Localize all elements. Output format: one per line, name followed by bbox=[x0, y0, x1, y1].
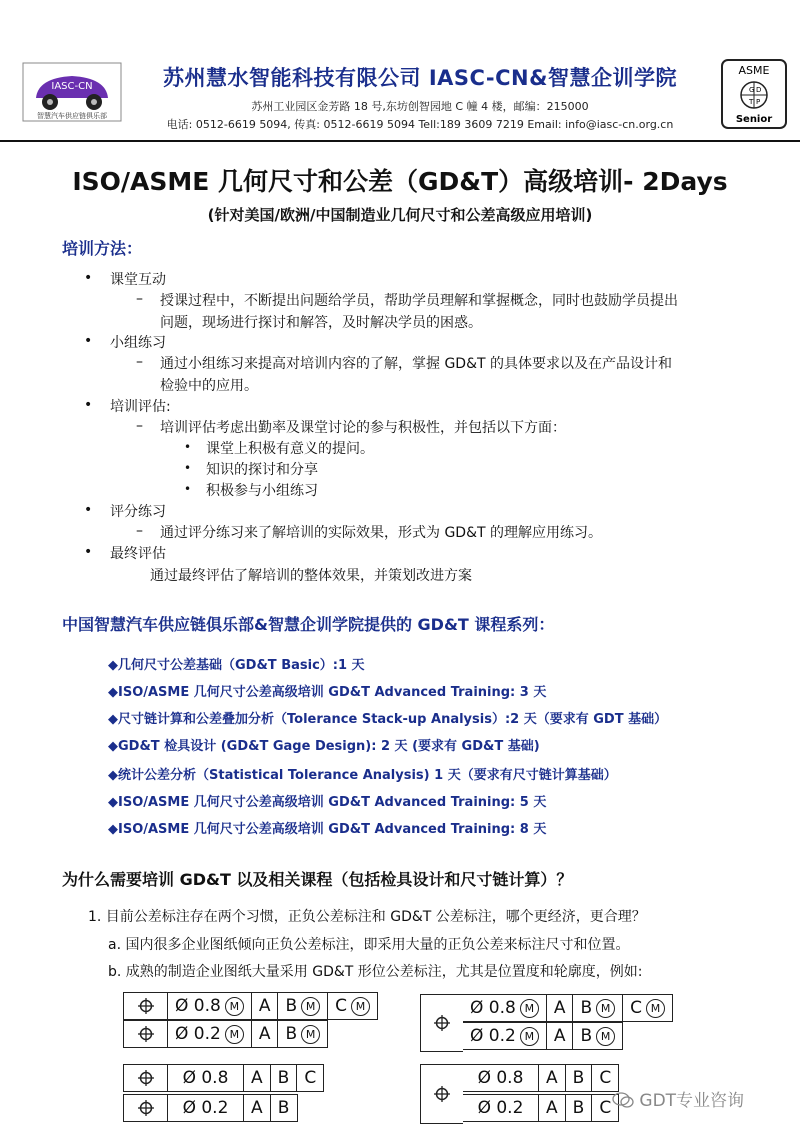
asme-text: ASME bbox=[738, 64, 770, 77]
senior-text: Senior bbox=[735, 114, 773, 125]
fcf-c-row-0 bbox=[123, 1064, 324, 1092]
fcf-datum-cell bbox=[297, 1065, 323, 1091]
position-icon bbox=[137, 1099, 155, 1117]
tolerance-value: Ø 0.2 bbox=[470, 1026, 516, 1046]
bullet: • bbox=[84, 397, 93, 413]
course-item: ◆ISO/ASME 几何尺寸公差高级培训 GD&T Advanced Training: 5 天 bbox=[108, 795, 547, 810]
position-icon bbox=[137, 1025, 155, 1043]
fcf-datum-cell bbox=[271, 1095, 297, 1121]
fcf-d-row-0 bbox=[462, 1064, 619, 1092]
position-icon bbox=[433, 1085, 451, 1103]
sub-bullet: • bbox=[184, 461, 192, 475]
iasc-logo bbox=[22, 62, 122, 122]
dash: – bbox=[136, 523, 143, 539]
datum-label: A bbox=[546, 1098, 558, 1118]
sub-item: 积极参与小组练习 bbox=[206, 483, 318, 499]
datum-label: A bbox=[553, 998, 566, 1018]
svg-text:D: D bbox=[756, 86, 762, 94]
company-address: 苏州工业园区金芳路 18 号,东坊创智园地 C 幢 4 楼，邮编：215000 bbox=[251, 100, 589, 113]
wechat-icon bbox=[612, 1091, 634, 1109]
method-desc: 培训评估考虑出勤率及课堂讨论的参与积极性，并包括以下方面： bbox=[160, 420, 566, 436]
mmc-modifier-icon: M bbox=[351, 997, 370, 1016]
fcf-tolerance-cell bbox=[463, 1023, 547, 1049]
tolerance-value: Ø 0.2 bbox=[175, 1024, 221, 1044]
datum-label: C bbox=[630, 998, 643, 1018]
svg-text:G: G bbox=[749, 86, 755, 94]
sub-bullet: • bbox=[184, 440, 192, 454]
fcf-datum-cell bbox=[539, 1065, 566, 1091]
datum-label: B bbox=[580, 1026, 593, 1046]
dash: – bbox=[136, 291, 143, 307]
sub-bullet: • bbox=[184, 482, 192, 496]
datum-label: B bbox=[285, 996, 298, 1016]
datum-label: B bbox=[277, 1098, 290, 1118]
fcf-tolerance-cell bbox=[168, 1065, 244, 1091]
fcf-tolerance-cell bbox=[168, 1095, 244, 1121]
datum-label: B bbox=[572, 1068, 585, 1088]
fcf-symbol-cell bbox=[124, 1095, 168, 1121]
question-1a: a. 国内很多企业图纸倾向正负公差标注，即采用大量的正负公差来标注尺寸和位置。 bbox=[108, 937, 630, 953]
fcf-tolerance-cell bbox=[463, 1065, 539, 1091]
tolerance-value: Ø 0.2 bbox=[182, 1098, 229, 1118]
page-title: ISO/ASME 几何尺寸和公差（GD&T）高级培训- 2Days bbox=[72, 167, 728, 196]
tolerance-value: Ø 0.8 bbox=[470, 998, 516, 1018]
method-title: 最终评估 bbox=[110, 546, 166, 562]
sub-item: 知识的探讨和分享 bbox=[206, 462, 318, 478]
datum-label: C bbox=[304, 1068, 317, 1088]
course-item: ◆尺寸链计算和公差叠加分析（Tolerance Stack-up Analysis）:2 天（要求有 GDT 基础） bbox=[108, 712, 668, 727]
fcf-datum-cell bbox=[278, 993, 328, 1019]
course-item: ◆ISO/ASME 几何尺寸公差高级培训 GD&T Advanced Training: 8 天 bbox=[108, 822, 547, 837]
method-desc: 检验中的应用。 bbox=[160, 378, 258, 394]
fcf-datum-cell bbox=[271, 1065, 298, 1091]
mmc-modifier-icon: M bbox=[225, 997, 244, 1016]
svg-text:P: P bbox=[756, 98, 761, 106]
logo-caption: 智慧汽车供应链俱乐部 bbox=[37, 112, 107, 120]
fcf-symbol-cell bbox=[124, 1021, 168, 1047]
fcf-a-row-1 bbox=[123, 1020, 328, 1048]
fcf-a-row-0 bbox=[123, 992, 378, 1020]
fcf-tolerance-cell bbox=[168, 993, 252, 1019]
fcf-tolerance-cell bbox=[463, 995, 547, 1021]
fcf-datum-cell bbox=[573, 1023, 622, 1049]
method-desc: 问题，现场进行探讨和解答，及时解决学员的困惑。 bbox=[160, 315, 482, 331]
fcf-tolerance-cell bbox=[463, 1095, 539, 1121]
mmc-modifier-icon: M bbox=[520, 999, 539, 1018]
fcf-b-row-0 bbox=[462, 994, 673, 1022]
mmc-modifier-icon: M bbox=[301, 1025, 320, 1044]
method-desc: 通过小组练习来提高对培训内容的了解，掌握 GD&T 的具体要求以及在产品设计和 bbox=[160, 356, 672, 372]
course-item: ◆几何尺寸公差基础（GD&T Basic）:1 天 bbox=[108, 658, 365, 673]
bullet: • bbox=[84, 333, 93, 349]
fcf-datum-cell bbox=[252, 1021, 279, 1047]
fcf-datum-cell bbox=[573, 995, 623, 1021]
method-desc: 通过评分练习来了解培训的实际效果，形式为 GD&T 的理解应用练习。 bbox=[160, 525, 602, 541]
datum-label: B bbox=[285, 1024, 298, 1044]
mmc-modifier-icon: M bbox=[596, 999, 615, 1018]
fcf-datum-cell bbox=[278, 1021, 327, 1047]
fcf-datum-cell bbox=[244, 1065, 271, 1091]
datum-label: A bbox=[251, 1068, 263, 1088]
datum-label: A bbox=[258, 1024, 271, 1044]
method-title: 小组练习 bbox=[110, 335, 166, 351]
logo-text: IASC-CN bbox=[51, 81, 93, 92]
fcf-datum-cell bbox=[539, 1095, 566, 1121]
fcf-datum-cell bbox=[547, 995, 574, 1021]
watermark bbox=[612, 1086, 744, 1111]
fcf-symbol-cell bbox=[124, 993, 168, 1019]
fcf-b-shared-symbol bbox=[420, 994, 463, 1052]
tolerance-value: Ø 0.8 bbox=[175, 996, 221, 1016]
mmc-modifier-icon: M bbox=[596, 1027, 615, 1046]
fcf-datum-cell bbox=[244, 1095, 271, 1121]
page-subtitle: (针对美国/欧洲/中国制造业几何尺寸和公差高级应用培训) bbox=[207, 206, 593, 224]
method-title: 培训评估: bbox=[110, 399, 171, 415]
question-1: 1. 目前公差标注存在两个习惯，正负公差标注和 GD&T 公差标注，哪个更经济，更合理？ bbox=[88, 909, 646, 925]
datum-label: C bbox=[599, 1068, 612, 1088]
mmc-modifier-icon: M bbox=[301, 997, 320, 1016]
datum-label: A bbox=[258, 996, 271, 1016]
course-item: ◆ISO/ASME 几何尺寸公差高级培训 GD&T Advanced Training: 3 天 bbox=[108, 685, 547, 700]
header-divider bbox=[0, 140, 800, 142]
fcf-d-shared-symbol bbox=[420, 1064, 463, 1124]
mmc-modifier-icon: M bbox=[225, 1025, 244, 1044]
watermark-text: GDT专业咨询 bbox=[639, 1091, 745, 1111]
mmc-modifier-icon: M bbox=[520, 1027, 539, 1046]
datum-label: B bbox=[277, 1068, 290, 1088]
position-icon bbox=[433, 1014, 451, 1032]
datum-label: A bbox=[251, 1098, 263, 1118]
fcf-datum-cell bbox=[547, 1023, 574, 1049]
company-contact: 电话: 0512-6619 5094, 传真: 0512-6619 5094 Tell:189 3609 7219 Email: info@iasc-cn.org.cn bbox=[166, 118, 674, 131]
fcf-b-row-1 bbox=[462, 1022, 623, 1050]
why-heading: 为什么需要培训 GD&T 以及相关课程（包括检具设计和尺寸链计算）？ bbox=[62, 870, 573, 889]
fcf-datum-cell bbox=[566, 1095, 593, 1121]
fcf-datum-cell bbox=[252, 993, 279, 1019]
tolerance-value: Ø 0.8 bbox=[477, 1068, 524, 1088]
sub-item: 课堂上积极有意义的提问。 bbox=[206, 441, 374, 457]
datum-label: B bbox=[580, 998, 593, 1018]
method-title: 评分练习 bbox=[110, 504, 166, 520]
svg-text:T: T bbox=[749, 98, 754, 106]
dash: – bbox=[136, 418, 143, 434]
method-title: 课堂互动 bbox=[110, 272, 166, 288]
fcf-symbol-cell bbox=[124, 1065, 168, 1091]
fcf-tolerance-cell bbox=[168, 1021, 252, 1047]
datum-label: B bbox=[572, 1098, 585, 1118]
bullet: • bbox=[84, 544, 93, 560]
fcf-datum-cell bbox=[623, 995, 672, 1021]
bullet: • bbox=[84, 270, 93, 286]
fcf-c-row-1 bbox=[123, 1094, 298, 1122]
methods-heading: 培训方法： bbox=[62, 239, 143, 258]
fcf-d-row-1 bbox=[462, 1094, 619, 1122]
tolerance-value: Ø 0.8 bbox=[182, 1068, 229, 1088]
bullet: • bbox=[84, 502, 93, 518]
fcf-datum-cell bbox=[328, 993, 377, 1019]
datum-label: C bbox=[335, 996, 348, 1016]
datum-label: A bbox=[546, 1068, 558, 1088]
question-1b: b. 成熟的制造企业图纸大量采用 GD&T 形位公差标注，尤其是位置度和轮廓度，例如: bbox=[108, 964, 643, 980]
course-item: ◆GD&T 检具设计 (GD&T Gage Design): 2 天 (要求有 GD&T 基础) bbox=[108, 739, 540, 754]
fcf-datum-cell bbox=[566, 1065, 593, 1091]
series-heading: 中国智慧汽车供应链俱乐部&智慧企训学院提供的 GD&T 课程系列： bbox=[62, 615, 555, 634]
method-desc: 通过最终评估了解培训的整体效果，并策划改进方案 bbox=[150, 568, 472, 584]
company-name: 苏州慧水智能科技有限公司 IASC-CN&智慧企训学院 bbox=[163, 66, 677, 90]
mmc-modifier-icon: M bbox=[646, 999, 665, 1018]
course-item: ◆统计公差分析（Statistical Tolerance Analysis) 1 天（要求有尺寸链计算基础） bbox=[108, 768, 617, 783]
tolerance-value: Ø 0.2 bbox=[477, 1098, 524, 1118]
dash: – bbox=[136, 354, 143, 370]
method-desc: 授课过程中，不断提出问题给学员，帮助学员理解和掌握概念，同时也鼓励学员提出 bbox=[160, 293, 678, 309]
datum-label: A bbox=[553, 1026, 566, 1046]
datum-label: C bbox=[599, 1098, 612, 1118]
asme-logo bbox=[720, 58, 788, 130]
position-icon bbox=[137, 997, 155, 1015]
position-icon bbox=[137, 1069, 155, 1087]
